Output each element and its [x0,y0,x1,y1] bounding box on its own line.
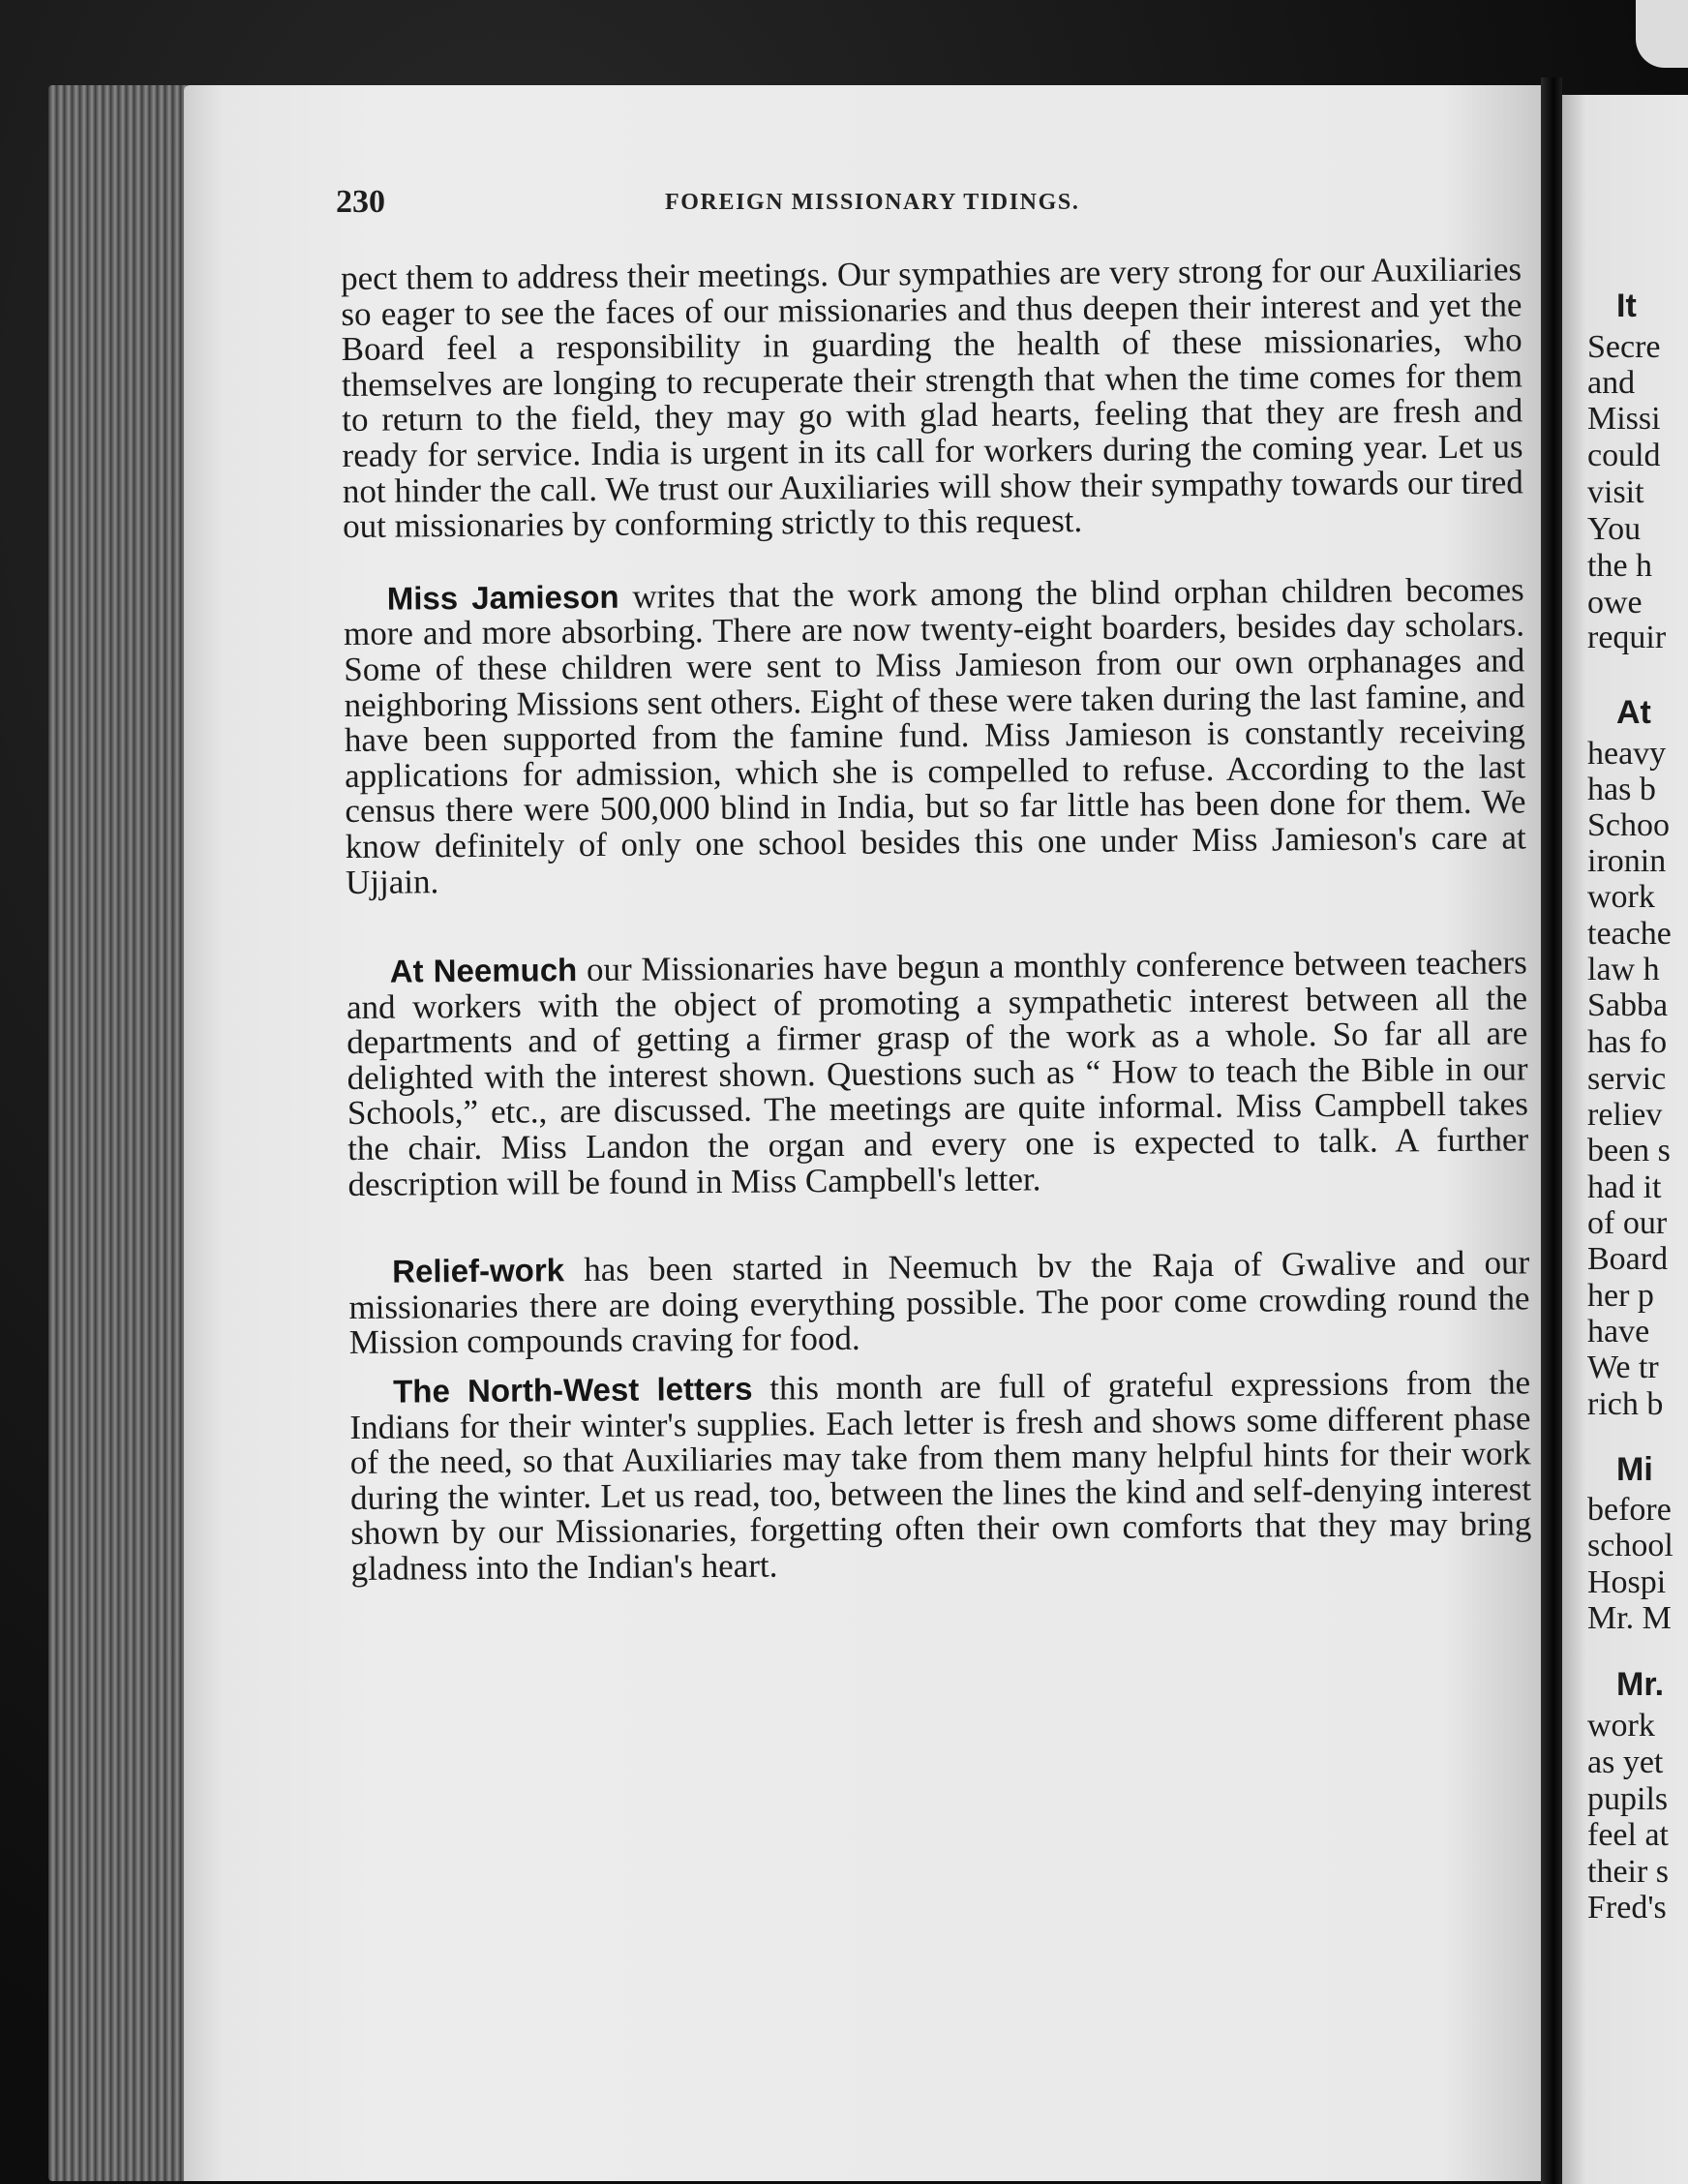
right-page-heading-fragment: Mi [1616,1451,1653,1488]
right-page-line-fragment: been s [1587,1133,1671,1168]
book-page-edges [48,85,203,2181]
right-page-line-fragment: has b [1587,772,1656,807]
paragraph-lead: The North-West letters [393,1370,753,1410]
right-page-line-fragment: the h [1587,548,1653,584]
paragraph-relief-work [348,1243,1530,1362]
right-page-line-fragment: You [1587,511,1642,547]
paragraph-lead: At Neemuch [389,952,578,989]
right-page-line-fragment: servic [1587,1061,1667,1097]
paragraph-text: this month are full of grateful expressions from the Indians for their winter's supplies. Each letter is fresh and shows some different phase of the need, so that Auxiliaries may take from them many helpful hints for their work during the winter. Let us read, too, between the lines the kind and self-denying interest shown by our Missionaries, forgetting often their own comforts that they may bring gladness into the Indian's heart. [349,1363,1532,1588]
right-page-line-fragment: Fred's [1587,1890,1667,1926]
running-head: FOREIGN MISSIONARY TIDINGS. [665,190,1080,215]
right-page-line-fragment: Missi [1587,401,1661,437]
right-page-line-fragment: could [1587,438,1661,473]
right-page-line-fragment: rich b [1587,1386,1664,1422]
paragraph-lead: Relief-work [392,1252,565,1289]
right-page-line-fragment: her p [1587,1278,1654,1314]
paragraph-neemuch [347,945,1529,1202]
paragraph-text: our Missionaries have begun a monthly conference between teachers and workers with the object of promoting a sympathetic interest between all the departments and of getting a firmer grasp of the work as a whole. So far all are delighted with the interest shown. Questions such as “ How to teach the Bible in our Schools,” etc., are discussed. The meetings are quite informal. Miss Campbell takes the chair. Miss Landon the organ and every one is expected to talk. A further description will be found in Miss Campbell's letter. [346,943,1529,1203]
right-page-line-fragment: Sabba [1587,987,1669,1023]
paragraph-text: writes that the work among the blind orphan children becomes more and more absorbing. There are now twenty-eight boarders, besides day scholars. Some of these children were sent to Miss Jamieson from our own orphanages and neighboring Missions sent others. Eight of these were taken during the last famine, and have been supported from the famine fund. Miss Jamieson is constantly receiving applications for admission, which she is compelled to refuse. According to the last census there were 500,000 blind in India, but so far little has been done for them. We know definitely of only one school besides this one under Miss Jamieson's care at Ujjain. [343,570,1526,901]
article-body [341,252,1532,1623]
paragraph-lead: Miss Jamieson [386,578,619,617]
right-page-line-fragment: work [1587,1708,1655,1744]
right-page-line-fragment: ironin [1587,843,1667,879]
paragraph-continuation [341,252,1523,544]
right-page-heading-fragment: At [1616,694,1651,731]
right-page-line-fragment: Mr. M [1587,1600,1672,1636]
right-page-line-fragment: visit [1587,474,1644,510]
right-page-line-fragment: and [1587,365,1636,401]
right-page-line-fragment: We tr [1587,1350,1659,1385]
right-page-line-fragment: had it [1587,1169,1662,1205]
right-page-line-fragment: pupils [1587,1781,1669,1817]
right-page-line-fragment: of our [1587,1205,1668,1241]
right-page-line-fragment: Hospi [1587,1564,1667,1600]
right-page-corner [1636,0,1688,68]
right-page-line-fragment: Schoo [1587,807,1670,843]
page-number: 230 [336,184,385,220]
right-page-line-fragment: teache [1587,916,1672,952]
right-page-line-fragment: heavy [1587,736,1667,772]
right-page-line-fragment: work [1587,879,1655,915]
right-page-line-fragment: requir [1587,620,1667,655]
right-page-line-fragment: reliev [1587,1097,1663,1133]
right-page-line-fragment: their s [1587,1854,1670,1890]
right-page-line-fragment: has fo [1587,1024,1668,1060]
right-page-heading-fragment: Mr. [1616,1666,1665,1703]
paragraph-north-west-letters [349,1365,1532,1587]
right-page-line-fragment: Secre [1587,329,1661,365]
right-page-line-fragment: Board [1587,1241,1669,1277]
right-page-line-fragment: law h [1587,952,1660,987]
right-page-line-fragment: school [1587,1528,1673,1563]
right-page-line-fragment: owe [1587,585,1643,621]
right-page-line-fragment: feel at [1587,1817,1669,1853]
right-page-line-fragment: before [1587,1492,1672,1528]
page-header [336,184,1497,242]
paragraph-miss-jamieson [344,572,1527,900]
paragraph-text: pect them to address their meetings. Our sympathies are very strong for our Auxiliaries so eager to see the faces of our missionaries and thus deepen their interest and yet the Board feel a responsibility in guarding the health of these missionaries, who themselves are longing to recuperate their strength that when the time comes for them to return to the field, they may go with glad hearts, feeling that they are fresh and ready for service. India is urgent in its call for workers during the coming year. Let us not hinder the call. We trust our Auxiliaries will show their sympathy towards our tired out missionaries by conforming strictly to this request. [340,250,1523,546]
right-page-line-fragment: as yet [1587,1744,1664,1780]
book-gutter [1541,77,1562,2184]
paragraph-text: has been started in Neemuch bv the Raja of Gwalive and our missionaries there are doing everything possible. The poor come crowding round the Mission compounds craving for food. [348,1243,1530,1362]
right-page-heading-fragment: It [1616,288,1637,324]
right-page-line-fragment: have [1587,1314,1650,1350]
